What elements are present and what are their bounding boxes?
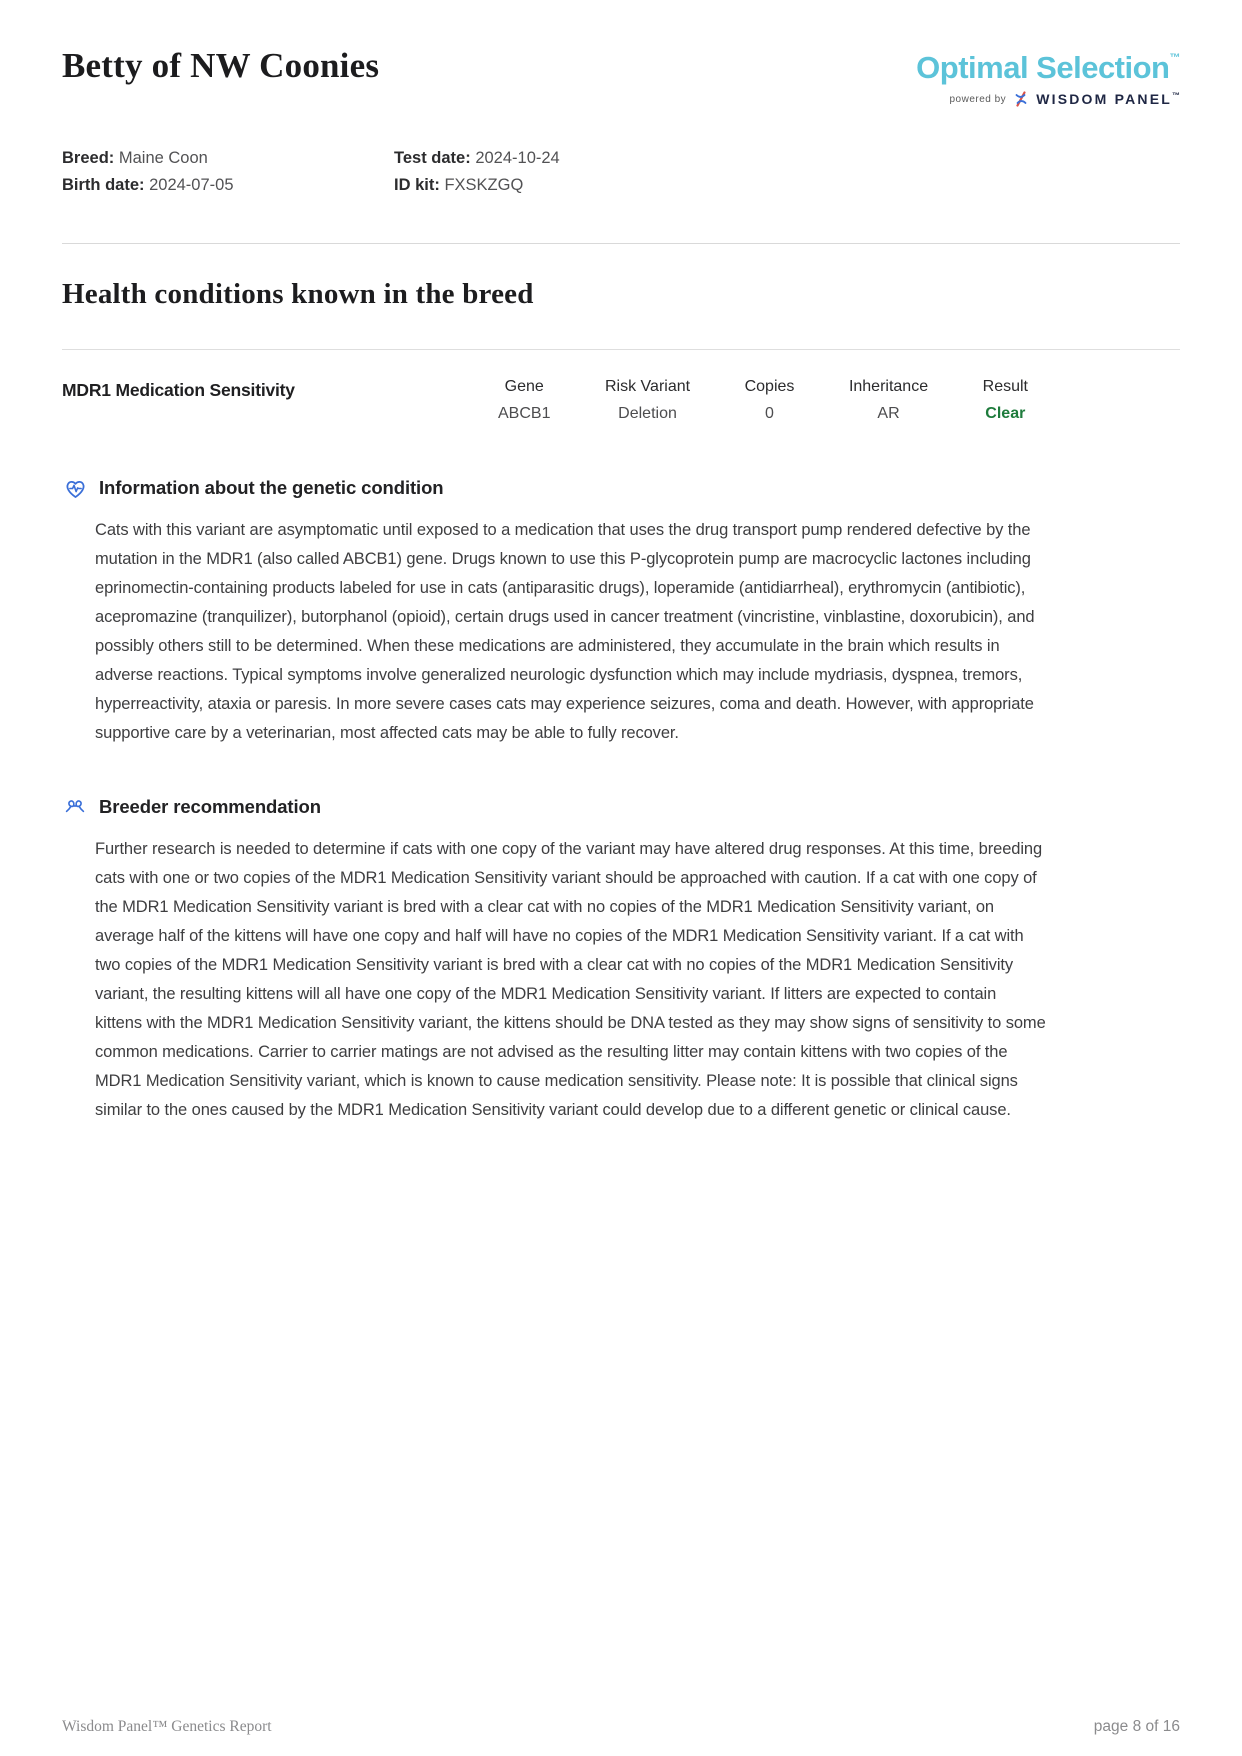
id-kit-row	[394, 172, 560, 199]
risk-variant-column	[605, 378, 690, 423]
birth-date-label: Birth date:	[62, 176, 145, 194]
breed-label: Breed:	[62, 149, 115, 167]
breeder-section-heading: Breeder recommendation	[99, 796, 321, 817]
breeder-recommendation-section	[62, 794, 1180, 1125]
page-title: Betty of NW Coonies	[62, 46, 380, 85]
page-footer	[62, 1718, 1180, 1736]
breeder-section-body: Further research is needed to determine if cats with one copy of the variant may have altered drug responses. At this time, breeding cats with one or two copies of the MDR1 Medication Sensitivity variant should be approached with caution. If a cat with one copy of the MDR1 Medication Sensitivity variant is bred with a clear cat with no copies of the MDR1 Medication Sensitivity variant, on average half of the kittens will have one copy and half will have no copies of the MDR1 Medication Sensitivity variant. If a cat with two copies of the MDR1 Medication Sensitivity variant is bred with a clear cat with no copies of the MDR1 Medication Sensitivity variant, the resulting kittens will all have one copy of the MDR1 Medication Sensitivity variant. If litters are expected to contain kittens with the MDR1 Medication Sensitivity variant, the kittens should be DNA tested as they may show signs of sensitivity to some common medications. Carrier to carrier matings are not advised as the resulting litter may contain kittens with two copies of the MDR1 Medication Sensitivity variant, which is known to cause medication sensitivity. Please note: It is possible that clinical signs similar to the ones caused by the MDR1 Medication Sensitivity variant could develop due to a different genetic or clinical cause.	[95, 840, 1046, 1119]
result-column	[983, 378, 1028, 423]
footer-report-name: Wisdom Panel™ Genetics Report	[62, 1718, 272, 1735]
meta-column-left	[62, 145, 394, 199]
dna-helix-icon	[1013, 91, 1029, 107]
logo-brand-text: Optimal Selection	[916, 50, 1170, 85]
wisdom-panel-wordmark	[1036, 91, 1180, 107]
inheritance-column	[849, 378, 928, 423]
footer-page-number: page 8 of 16	[1093, 1718, 1180, 1735]
id-kit-value: FXSKZGQ	[444, 176, 524, 194]
powered-by-label: powered by	[949, 93, 1007, 105]
breed-value: Maine Coon	[118, 149, 208, 167]
table-top-divider	[62, 349, 1180, 350]
risk-variant-value: Deletion	[618, 405, 677, 422]
copies-value: 0	[765, 405, 774, 422]
inheritance-header: Inheritance	[848, 378, 929, 395]
result-value: Clear	[985, 405, 1026, 422]
copies-header: Copies	[744, 378, 795, 395]
copies-column	[745, 378, 795, 423]
info-section-header	[62, 475, 1180, 501]
id-kit-label: ID kit:	[394, 176, 440, 194]
gene-header: Gene	[504, 378, 544, 395]
breeder-ribbon-icon	[62, 794, 88, 820]
logo-trademark: ™	[1169, 52, 1180, 64]
info-section-body: Cats with this variant are asymptomatic until exposed to a medication that uses the drug transport pump rendered defective by the mutation in the MDR1 (also called ABCB1) gene. Drugs known to use this P-glycoprotein pump are macrocyclic lactones including eprinomectin-containing products labeled for use in cats (antiparasitic drugs), loperamide (antidiarrheal), erythromycin (antibiotic), acepromazine (tranquilizer), butorphanol (opioid), certain drugs used in cancer treatment (vincristine, vinblastine, doxorubicin), and possibly others still to be determined. When these medications are administered, they accumulate in the brain which results in adverse reactions. Typical symptoms involve generalized neurologic dysfunction which may include mydriasis, dyspnea, tremors, hyperreactivity, ataxia or paresis. In more severe cases cats may experience seizures, coma and death. However, with appropriate supportive care by a veterinarian, most affected cats may be able to fully recover.	[95, 521, 1035, 742]
partner-trademark: ™	[1172, 91, 1180, 100]
result-header: Result	[982, 378, 1028, 395]
condition-name: MDR1 Medication Sensitivity	[62, 380, 295, 400]
partner-text: WISDOM PANEL	[1036, 91, 1172, 107]
optimal-selection-logo	[916, 52, 1180, 83]
genetic-condition-info-section	[62, 475, 1180, 748]
header-divider	[62, 243, 1180, 244]
section-title: Health conditions known in the breed	[62, 278, 534, 310]
test-date-row	[394, 145, 560, 172]
condition-columns	[498, 378, 1028, 423]
birth-date-value: 2024-07-05	[149, 176, 234, 194]
gene-column	[498, 378, 550, 423]
heart-pulse-icon	[62, 475, 88, 501]
gene-value: ABCB1	[498, 405, 551, 422]
meta-column-right	[394, 145, 560, 199]
test-date-label: Test date:	[394, 149, 471, 167]
test-date-value: 2024-10-24	[475, 149, 560, 167]
pet-meta	[62, 145, 1180, 199]
brand-logo	[916, 46, 1180, 107]
breeder-section-header	[62, 794, 1180, 820]
birth-date-row	[62, 172, 394, 199]
risk-variant-header: Risk Variant	[605, 378, 691, 395]
breed-row	[62, 145, 394, 172]
report-header	[62, 0, 1180, 107]
powered-by-row	[916, 91, 1180, 107]
inheritance-value: AR	[877, 405, 900, 422]
info-section-heading: Information about the genetic condition	[99, 477, 444, 498]
condition-table	[62, 378, 1180, 423]
